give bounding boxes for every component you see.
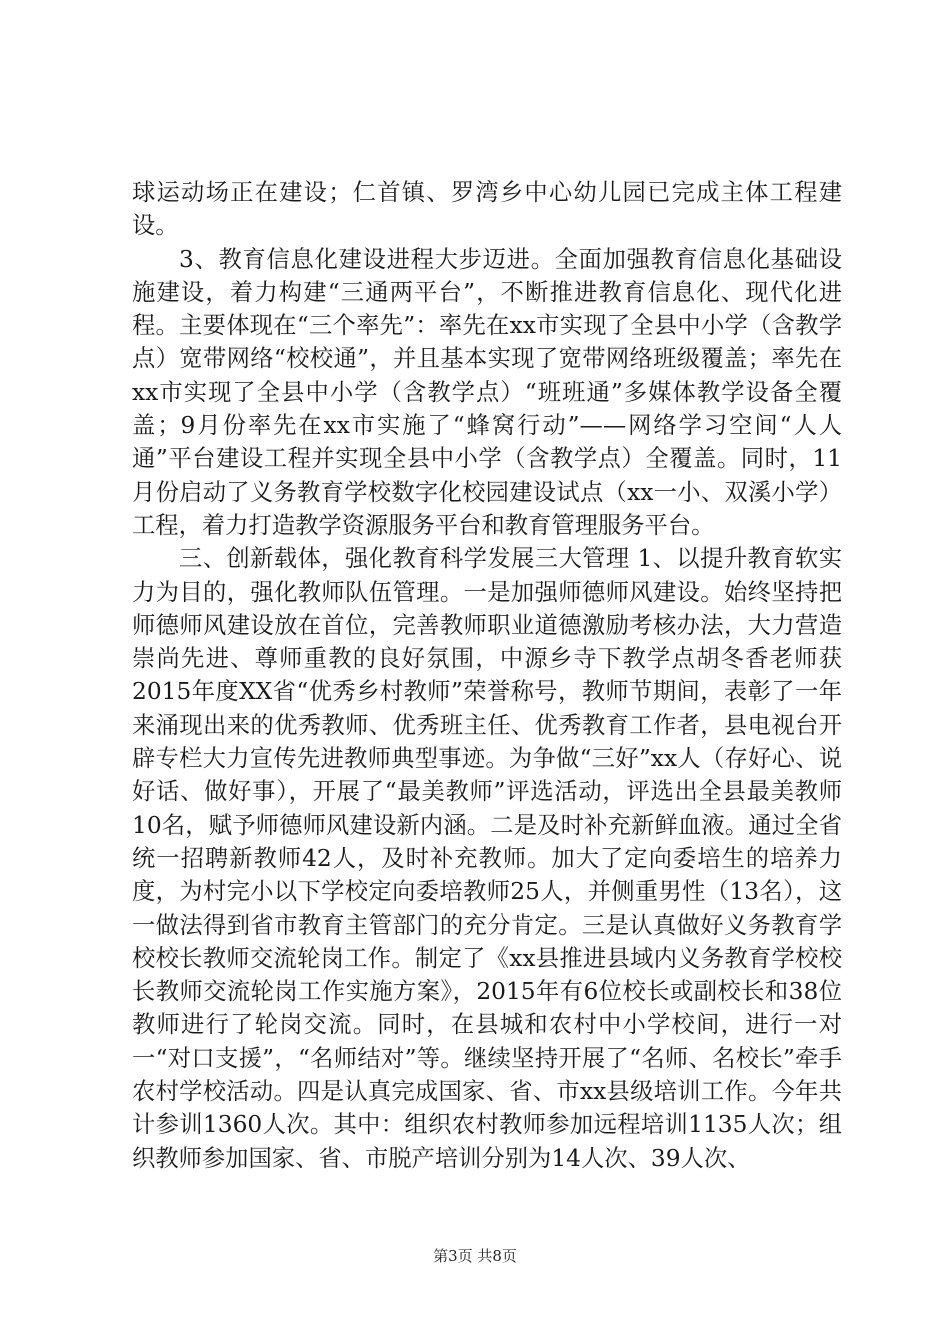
paragraph-teacher-management: 三、创新载体，强化教育科学发展三大管理 1、以提升教育软实力为目的，强化教师队伍管理。一是加强师德师风建设。始终坚持把师德师风建设放在首位，完善教师职业道德激励考核办法，大力营造崇尚先进、尊师重教的良好氛围，中源乡寺下教学点胡冬香老师获2015年度XX省“优秀乡村教师”荣誉称号，教师节期间，表彰了一年来涌现出来的优秀教师、优秀班主任、优秀教育工作者，县电视台开辟专栏大力宣传先进教师典型事迹。为争做“三好”xx人（存好心、说好话、做好事），开展了“最美教师”评选活动，评选出全县最美教师10名，赋予师德师风建设新内涵。二是及时补充新鲜血液。通过全省统一招聘新教师42人，及时补充教师。加大了定向委培生的培养力度，为村完小以下学校定向委培教师25人，并侧重男性（13名），这一做法得到省市教育主管部门的充分肯定。三是认真做好义务教育学校校长教师交流轮岗工作。制定了《xx县推进县域内义务教育学校校长教师交流轮岗工作实施方案》，2015年有6位校长或副校长和38位教师进行了轮岗交流。同时，在县城和农村中小学校间，进行一对一“对口支援”，“名师结对”等。继续坚持开展了“名师、名校长”牵手农村学校活动。四是认真完成国家、省、市xx县级培训工作。今年共计参训1360人次。其中：组织农村教师参加远程培训1135人次；组织教师参加国家、省、市脱产培训分别为14人次、39人次、 [132,545,842,1172]
paragraph-continuation: 球运动场正在建设；仁首镇、罗湾乡中心幼儿园已完成主体工程建设。 [132,179,842,240]
page-footer: 第3页 共8页 [433,1247,517,1265]
paragraph-informatization: 3、教育信息化建设进程大步迈进。全面加强教育信息化基础设施建设，着力构建“三通两平台”，不断推进教育信息化、现代化进程。主要体现在“三个率先”：率先在xx市实现了全县中小学（含教学点）宽带网络“校校通”，并且基本实现了宽带网络班级覆盖；率先在xx市实现了全县中小学（含教学点）“班班通”多媒体教学设备全覆盖；9月份率先在xx市实施了“蜂窝行动”——网络学习空间“人人通”平台建设工程并实现全县中小学（含教学点）全覆盖。同时，11月份启动了义务教育学校数字化校园建设试点（xx一小、双溪小学）工程，着力打造教学资源服务平台和教育管理服务平台。 [132,245,842,539]
document-body [132,176,842,1175]
